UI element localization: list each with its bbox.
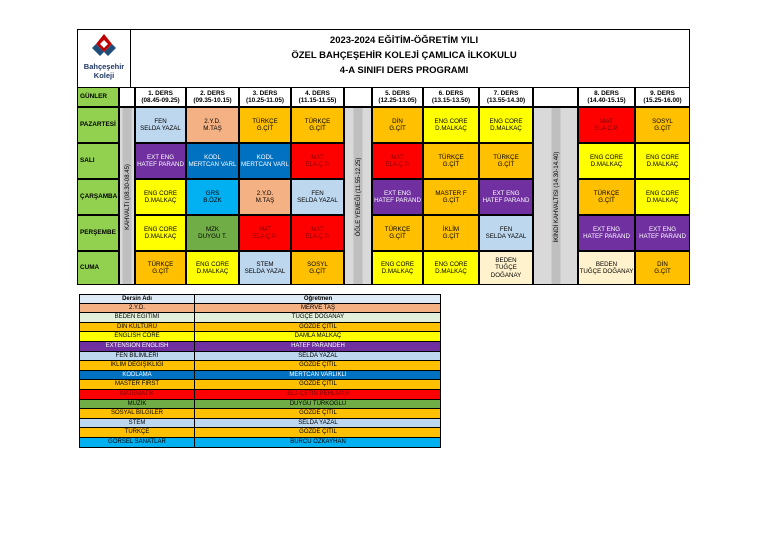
- lesson-cell: [186, 107, 239, 143]
- lesson-cell: [578, 143, 635, 179]
- lesson-teacher: HATEF PARAND: [639, 233, 686, 240]
- lesson-teacher: G.ÇİT: [389, 233, 406, 240]
- legend-subject: SOSYAL BİLGİLER: [80, 409, 195, 418]
- lesson-teacher: SELDA YAZAL: [485, 233, 527, 240]
- lesson-teacher: MERTCAN VARL: [241, 161, 289, 168]
- lesson-cell: [479, 179, 533, 215]
- legend-row: [79, 313, 441, 323]
- logo-text-line1: Bahçeşehir: [83, 62, 125, 71]
- lesson-subject: TÜRKÇE: [493, 153, 519, 161]
- legend-teacher: TUĞÇE DOĞANAY: [291, 314, 345, 321]
- lesson-teacher: G.ÇİT: [598, 197, 615, 204]
- legend-teacher: ELA ÇETİN PEHLİVAN: [287, 391, 349, 397]
- title-line1: 2023-2024 EĞİTİM-ÖĞRETİM YILI: [329, 35, 479, 46]
- lesson-teacher: D.MALKAÇ: [144, 233, 177, 240]
- legend-teacher: GÖZDE ÇİTİL: [299, 362, 337, 369]
- lesson-cell: [372, 143, 423, 179]
- lesson-cell: [372, 179, 423, 215]
- lesson-subject: ENG CORE: [645, 153, 679, 161]
- legend-row: [79, 409, 441, 419]
- period-header: [186, 87, 239, 107]
- lesson-subject: MAT: [391, 153, 404, 161]
- lesson-cell: [135, 107, 186, 143]
- lesson-teacher: DUYGU T.: [198, 233, 227, 240]
- lesson-subject: MAT: [311, 225, 324, 233]
- lesson-cell: [635, 179, 690, 215]
- lesson-subject: SOSYL: [652, 117, 673, 125]
- legend-row: [79, 332, 441, 342]
- lesson-subject: TÜRKÇE: [304, 117, 331, 125]
- legend-subject: MÜZİK: [80, 400, 195, 409]
- lesson-subject: İKLİM: [442, 225, 460, 233]
- lesson-cell: [423, 107, 479, 143]
- legend-subject: İKLİM DEĞİŞİKLİĞİ: [80, 361, 195, 370]
- lesson-subject: TÜRKÇE: [252, 117, 278, 125]
- period-time: (13.55-14.30): [486, 97, 526, 104]
- lesson-cell: [578, 179, 635, 215]
- lesson-cell: [135, 179, 186, 215]
- lesson-teacher: G.ÇİT: [442, 233, 460, 240]
- lesson-teacher: G.ÇİT: [497, 161, 515, 168]
- lesson-subject: ENG CORE: [195, 260, 229, 268]
- lesson-teacher: SELDA YAZAL: [140, 125, 181, 132]
- lesson-teacher: G.ÇİT: [152, 268, 169, 275]
- lesson-teacher: D.MALKAÇ: [490, 125, 522, 132]
- legend-subject: GÖRSEL SANATLAR: [80, 438, 195, 447]
- period-name: 3. DERS: [252, 89, 278, 97]
- legend-row: [79, 390, 441, 400]
- lunch-break-column-label: ÖĞLE YEMEĞİ (11.55-12.25): [356, 157, 362, 237]
- lesson-subject: ENG CORE: [380, 260, 414, 268]
- lesson-cell: [372, 107, 423, 143]
- lesson-cell: [291, 143, 344, 179]
- legend-teacher: SELDA YAZAL: [298, 419, 338, 426]
- day-name: SALI: [80, 157, 95, 165]
- snack-break-column: [533, 107, 578, 285]
- lesson-subject: FEN: [311, 189, 324, 197]
- lesson-subject: 2.Y.D.: [256, 189, 274, 197]
- lesson-teacher: ELA Ç.P.: [305, 233, 330, 240]
- snack-break-column-label: İKİNDİ KAHVALTISI (14.30-14.40): [553, 151, 560, 243]
- day-column-header-label: GÜNLER: [80, 93, 107, 101]
- lesson-subject: 2.Y.D.: [204, 117, 221, 125]
- lesson-cell: [186, 179, 239, 215]
- legend-subject: ENGLISH CORE: [80, 332, 195, 341]
- lesson-subject: MAT: [600, 117, 613, 125]
- period-time: (15.25-16.00): [643, 97, 682, 104]
- lesson-teacher: ELA Ç.P.: [305, 161, 330, 168]
- lesson-cell: [479, 251, 533, 285]
- legend-row: [79, 361, 441, 371]
- lesson-subject: KODL: [204, 153, 221, 161]
- lesson-subject: TÜRKÇE: [147, 260, 174, 268]
- lesson-teacher: D.MALKAÇ: [590, 161, 623, 168]
- lesson-subject: EXT ENG: [146, 153, 175, 161]
- legend-subject: Dersin Adı: [80, 295, 195, 303]
- lesson-subject: EXT ENG: [648, 225, 677, 233]
- period-name: 7. DERS: [493, 89, 519, 97]
- lesson-teacher: G.ÇİT: [256, 125, 274, 132]
- legend-subject: 2.Y.D.: [80, 304, 195, 313]
- lesson-teacher: G.ÇİT: [654, 268, 671, 275]
- day-name: PAZARTESİ: [80, 121, 116, 129]
- title-line3: 4-A SINIFI DERS PROGRAMI: [339, 65, 469, 76]
- lesson-cell: [186, 251, 239, 285]
- lesson-cell: [239, 215, 291, 251]
- lesson-teacher: M.TAŞ: [203, 125, 222, 132]
- lesson-cell: [135, 215, 186, 251]
- legend-subject: EXTENSION ENGLISH: [80, 342, 195, 351]
- lesson-teacher: D.MALKAÇ: [381, 268, 414, 275]
- lesson-cell: [239, 143, 291, 179]
- lesson-subject: ENG CORE: [143, 225, 177, 233]
- lesson-subject: FEN: [154, 117, 167, 125]
- legend-teacher: BURCU ÖZKAYHAN: [290, 439, 346, 445]
- legend-subject: MASTER FIRST: [80, 380, 195, 389]
- legend-teacher: GÖZDE ÇİTİL: [299, 429, 337, 436]
- lesson-subject: MZK: [205, 225, 220, 233]
- lesson-teacher: ELA Ç.P.: [385, 161, 410, 168]
- lesson-teacher: HATEF PARAND: [482, 197, 530, 204]
- legend-subject: TÜRKÇE: [80, 428, 195, 437]
- lesson-cell: [423, 215, 479, 251]
- lesson-cell: [479, 107, 533, 143]
- lesson-cell: [423, 251, 479, 285]
- period-time: (08.45-09.25): [141, 97, 180, 104]
- lunch-break-column-header: [344, 87, 372, 107]
- lesson-subject: TÜRKÇE: [384, 225, 411, 233]
- lesson-teacher: HATEF PARAND: [583, 233, 630, 240]
- period-header: [291, 87, 344, 107]
- day-name: CUMA: [80, 264, 100, 272]
- lesson-subject: BEDEN: [595, 260, 618, 268]
- period-header: [135, 87, 186, 107]
- legend-teacher: MERVE TAŞ: [300, 304, 335, 311]
- lesson-teacher: D.MALKAÇ: [144, 197, 177, 204]
- lesson-subject: MASTER F: [435, 189, 467, 197]
- legend-teacher: DAMLA MALKAÇ: [294, 333, 342, 340]
- legend-teacher: MERTCAN VARLIKLI: [289, 371, 347, 378]
- legend-row: [79, 323, 441, 333]
- lesson-cell: [186, 143, 239, 179]
- lesson-cell: [635, 215, 690, 251]
- lesson-subject: ENG CORE: [489, 117, 523, 125]
- period-time: (14.40-15.15): [587, 97, 626, 104]
- period-name: 2. DERS: [200, 89, 225, 97]
- logo-text-line2: Koleji: [93, 71, 115, 80]
- period-time: (13.15-13.50): [431, 97, 471, 104]
- period-header: [423, 87, 479, 107]
- legend-teacher: SELDA YAZAL: [298, 352, 338, 359]
- lesson-cell: [239, 107, 291, 143]
- legend-subject: MATEMATİK: [80, 390, 195, 399]
- lesson-teacher: G.ÇİT: [309, 125, 326, 132]
- lesson-teacher: G.ÇİT: [389, 125, 406, 132]
- lesson-teacher: D.MALKAÇ: [435, 125, 467, 132]
- day-name-cell: [77, 251, 119, 285]
- lesson-teacher: SELDA YAZAL: [244, 268, 286, 275]
- day-name-cell: [77, 143, 119, 179]
- lesson-teacher: B.ÖZK: [203, 197, 222, 204]
- logo-icon: [78, 32, 130, 62]
- lesson-teacher: SELDA YAZAL: [297, 197, 338, 204]
- lesson-subject: GRS: [205, 189, 220, 197]
- lesson-subject: EXT ENG: [383, 189, 412, 197]
- lesson-subject: BEDEN: [495, 257, 517, 265]
- legend-subject: KODLAMA: [80, 371, 195, 380]
- lesson-teacher: TUĞÇE DOĞANAY: [579, 268, 634, 275]
- lesson-cell: [135, 143, 186, 179]
- lesson-teacher: TUĞÇE DOĞANAY: [490, 264, 522, 279]
- lesson-teacher: MERTCAN VARL: [188, 161, 237, 168]
- breakfast-break-column-label: KAHVALTI (08.30-08.45): [125, 164, 131, 230]
- lesson-cell: [479, 143, 533, 179]
- period-name: 4. DERS: [305, 89, 330, 97]
- lesson-teacher: G.ÇİT: [654, 125, 671, 132]
- day-name: ÇARŞAMBA: [80, 193, 118, 201]
- lesson-cell: [291, 215, 344, 251]
- lesson-cell: [423, 179, 479, 215]
- lesson-cell: [423, 143, 479, 179]
- period-header: [239, 87, 291, 107]
- day-name-cell: [77, 107, 119, 143]
- period-header: [635, 87, 690, 107]
- day-name: PERŞEMBE: [80, 229, 116, 237]
- lesson-teacher: D.MALKAÇ: [646, 161, 679, 168]
- period-header: [479, 87, 533, 107]
- lesson-subject: ENG CORE: [434, 260, 468, 268]
- period-name: 8. DERS: [594, 89, 619, 97]
- school-logo: [78, 30, 130, 85]
- legend-subject: FEN BİLİMLERİ: [80, 352, 195, 361]
- legend-subject: STEM: [80, 419, 195, 428]
- legend-teacher: GÖZDE ÇİTİL: [299, 410, 337, 417]
- period-name: 6. DERS: [438, 89, 464, 97]
- lesson-teacher: D.MALKAÇ: [196, 268, 229, 275]
- legend-teacher: GÖZDE ÇİTİL: [299, 323, 337, 330]
- legend-row: [79, 438, 441, 448]
- lesson-cell: [578, 251, 635, 285]
- legend-row: [79, 380, 441, 390]
- lesson-subject: MAT: [258, 225, 272, 233]
- lesson-teacher: D.MALKAÇ: [435, 268, 467, 275]
- lesson-subject: DİN: [392, 117, 403, 125]
- lesson-teacher: G.ÇİT: [309, 268, 326, 275]
- period-name: 1. DERS: [148, 89, 173, 97]
- legend-row: [79, 428, 441, 438]
- lesson-cell: [635, 251, 690, 285]
- legend-header-row: [79, 294, 441, 304]
- lesson-cell: [291, 251, 344, 285]
- lesson-teacher: G.ÇİT: [442, 161, 460, 168]
- period-name: 9. DERS: [650, 89, 675, 97]
- lesson-cell: [372, 251, 423, 285]
- period-name: 5. DERS: [385, 89, 410, 97]
- breakfast-break-column-header: [119, 87, 135, 107]
- lesson-subject: SOSYL: [307, 260, 328, 268]
- period-time: (10.25-11.05): [245, 97, 285, 104]
- lesson-subject: KODL: [256, 153, 274, 161]
- lesson-cell: [578, 107, 635, 143]
- lesson-teacher: ELA Ç.P.: [252, 233, 278, 240]
- lesson-cell: [635, 107, 690, 143]
- legend-subject: DİN KÜLTÜRÜ: [80, 323, 195, 332]
- lesson-teacher: G.ÇİT: [442, 197, 460, 204]
- legend-row: [79, 342, 441, 352]
- lesson-subject: EXT ENG: [492, 189, 520, 197]
- lesson-subject: TÜRKÇE: [438, 153, 464, 161]
- lesson-subject: ENG CORE: [143, 189, 177, 197]
- legend-subject: BEDEN EĞİTİMİ: [80, 313, 195, 322]
- legend-teacher: GÖZDE ÇİTİL: [299, 381, 337, 388]
- legend-row: [79, 419, 441, 429]
- period-header: [578, 87, 635, 107]
- lesson-cell: [291, 179, 344, 215]
- period-time: (12.25-13.05): [378, 97, 417, 104]
- legend-teacher: HATEF PARANDEH: [291, 343, 345, 349]
- lesson-cell: [239, 251, 291, 285]
- title-line2: ÖZEL BAHÇEŞEHİR KOLEJİ ÇAMLICA İLKOKULU: [291, 50, 517, 61]
- lesson-subject: MAT: [311, 153, 324, 161]
- lesson-subject: DİN: [657, 260, 668, 268]
- lesson-cell: [635, 143, 690, 179]
- day-name-cell: [77, 179, 119, 215]
- lesson-teacher: M.TAŞ: [255, 197, 275, 204]
- period-time: (09.35-10.15): [193, 97, 232, 104]
- breakfast-break-column: [119, 107, 135, 285]
- lesson-subject: STEM: [256, 260, 274, 268]
- lesson-cell: [239, 179, 291, 215]
- lesson-teacher: D.MALKAÇ: [646, 197, 679, 204]
- legend-teacher: DUYGU TÜRKOĞLU: [289, 400, 347, 407]
- legend-row: [79, 400, 441, 410]
- lunch-break-column: [344, 107, 372, 285]
- lesson-cell: [372, 215, 423, 251]
- period-time: (11.15-11.55): [298, 97, 337, 104]
- lesson-teacher: HATEF PARAND: [374, 197, 421, 204]
- lesson-cell: [479, 215, 533, 251]
- legend-row: [79, 304, 441, 314]
- legend-row: [79, 352, 441, 362]
- day-name-cell: [77, 215, 119, 251]
- period-header: [372, 87, 423, 107]
- lesson-subject: ENG CORE: [434, 117, 468, 125]
- legend-teacher: Öğretmen: [303, 296, 333, 302]
- lesson-cell: [578, 215, 635, 251]
- day-column-header: [77, 87, 119, 107]
- lesson-cell: [291, 107, 344, 143]
- lesson-subject: ENG CORE: [589, 153, 623, 161]
- lesson-subject: ENG CORE: [645, 189, 679, 197]
- legend-row: [79, 371, 441, 381]
- snack-break-column-header: [533, 87, 578, 107]
- lesson-subject: TÜRKÇE: [593, 189, 620, 197]
- lesson-cell: [186, 215, 239, 251]
- lesson-subject: EXT ENG: [592, 225, 621, 233]
- lesson-cell: [135, 251, 186, 285]
- lesson-subject: FEN: [499, 225, 513, 233]
- lesson-teacher: ELA Ç.P.: [594, 125, 619, 132]
- lesson-teacher: HATEF PARAND: [137, 161, 184, 168]
